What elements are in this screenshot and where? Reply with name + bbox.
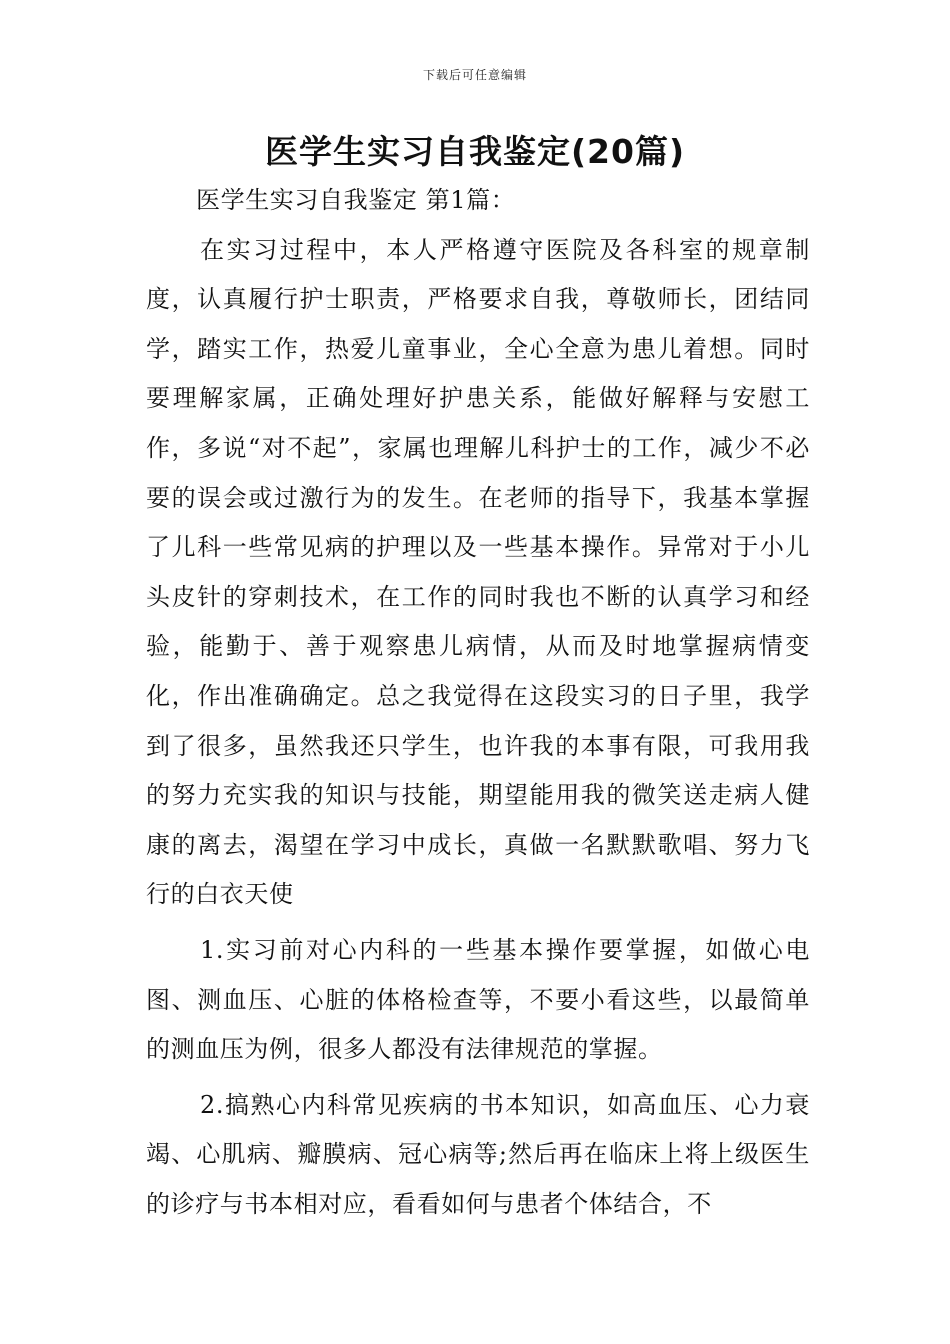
paragraph-3: 2.搞熟心内科常见疾病的书本知识，如高血压、心力衰竭、心肌病、瓣膜病、冠心病等;然后再在临床上将上级医生的诊疗与书本相对应，看看如何与患者个体结合，不 — [146, 1090, 810, 1218]
header-note: 下载后可任意编辑 — [422, 68, 527, 82]
document-body — [146, 176, 810, 1229]
section-heading: 医学生实习自我鉴定 第1篇： — [196, 186, 516, 214]
paragraph-1: 在实习过程中，本人严格遵守医院及各科室的规章制度，认真履行护士职责，严格要求自我，尊敬师长，团结同学，踏实工作，热爱儿童事业，全心全意为患儿着想。同时要理解家属，正确处理好护患关系，能做好解释与安慰工作，多说“对不起”，家属也理解儿科护士的工作，减少不必要的误会或过激行为的发生。在老师的指导下，我基本掌握了儿科一些常见病的护理以及一些基本操作。异常对于小儿头皮针的穿刺技术，在工作的同时我也不断的认真学习和经验，能勤于、善于观察患儿病情，从而及时地掌握病情变化，作出准确确定。总之我觉得在这段实习的日子里，我学到了很多，虽然我还只学生，也许我的本事有限，可我用我的努力充实我的知识与技能，期望能用我的微笑送走病人健康的离去，渴望在学习中成长，真做一名默默歌唱、努力飞行的白衣天使 — [146, 235, 810, 909]
paragraph-2: 1.实习前对心内科的一些基本操作要掌握，如做心电图、测血压、心脏的体格检查等，不要小看这些，以最简单的测血压为例，很多人都没有法律规范的掌握。 — [146, 935, 810, 1064]
document-title: 医学生实习自我鉴定(20篇) — [264, 132, 686, 171]
